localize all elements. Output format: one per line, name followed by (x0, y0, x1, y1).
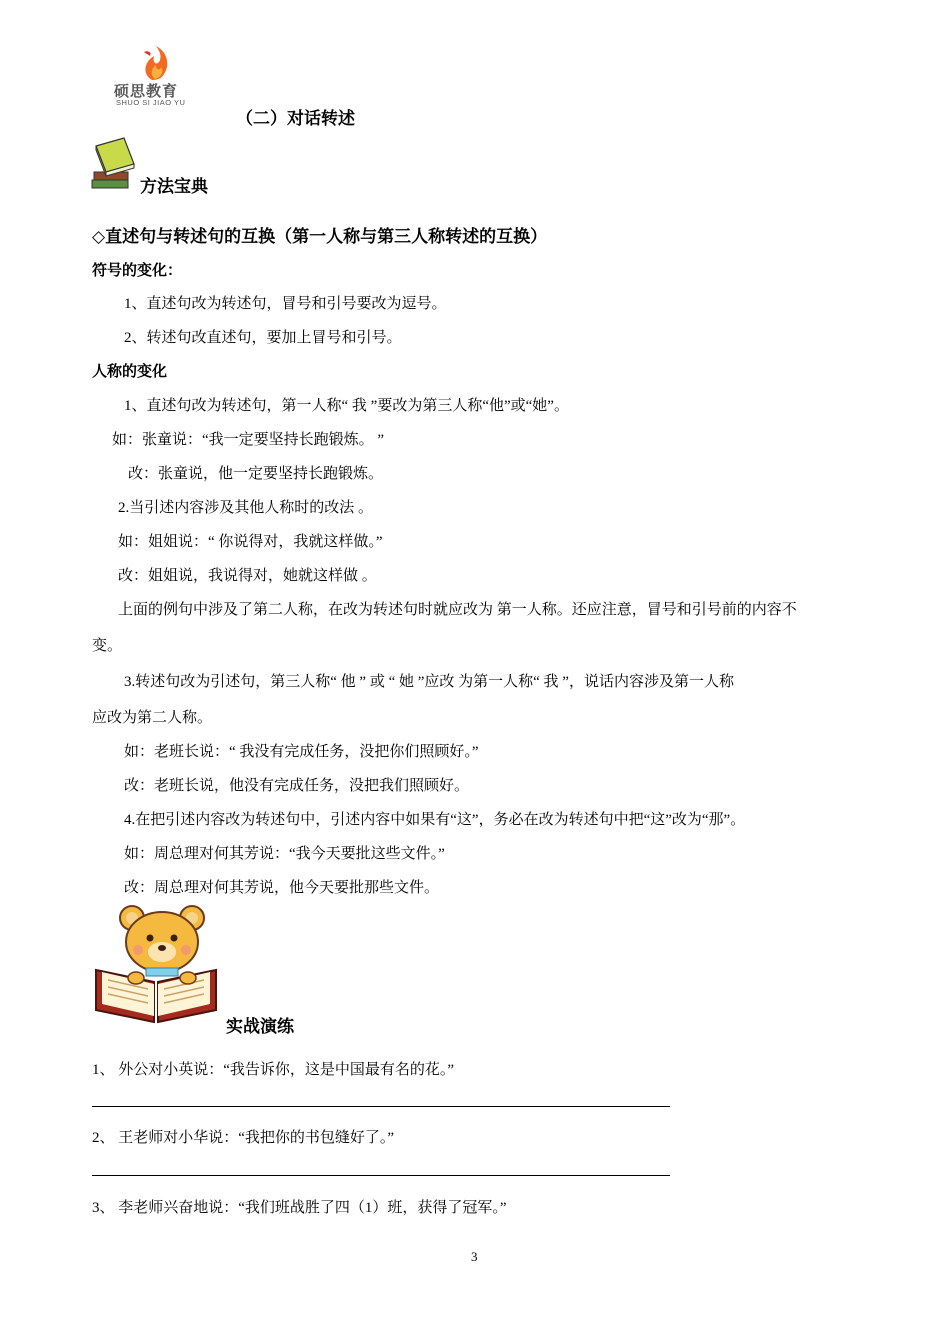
example-1-answer: 改：张童说，他一定要坚持长跑锻炼。 (128, 466, 384, 482)
symbol-change-title: 符号的变化： (92, 262, 183, 279)
bear-book-icon (88, 900, 224, 1030)
person-rule-3-line-2: 应改为第二人称。 (92, 710, 213, 726)
books-icon (88, 136, 140, 190)
logo-flame-icon (108, 44, 208, 82)
logo-pinyin: SHUO SI JIAO YU (116, 98, 186, 107)
person-rule-3-line-1: 3.转述句改为引述句，第三人称“ 他 ” 或 “ 她 ”应改 为第一人称“ 我 ”，说话内容涉及第一人称 (124, 674, 734, 690)
answer-line-1[interactable] (92, 1106, 670, 1107)
method-heading: 方法宝典 (140, 177, 208, 196)
answer-line-2[interactable] (92, 1175, 670, 1176)
note-line-2: 变。 (92, 638, 123, 654)
example-4-question: 如：周总理对何其芳说：“我今天要批这些文件。” (124, 846, 445, 862)
page-number: 3 (471, 1249, 478, 1264)
logo (108, 44, 208, 107)
example-2-answer: 改：姐姐说，我说得对，她就这样做 。 (118, 568, 377, 584)
practice-item-3: 3、 李老师兴奋地说：“我们班战胜了四（1）班，获得了冠军。” (92, 1200, 507, 1216)
person-change-title: 人称的变化 (92, 363, 168, 380)
symbol-rule-2: 2、转述句改直述句，要加上冒号和引号。 (124, 330, 402, 346)
person-rule-4: 4.在把引述内容改为转述句中，引述内容中如果有“这”，务必在改为转述句中把“这”改为“那”。 (124, 812, 746, 828)
practice-item-2: 2、 王老师对小华说：“我把你的书包缝好了。” (92, 1130, 395, 1146)
example-3-question: 如：老班长说：“ 我没有完成任务，没把你们照顾好。” (124, 744, 479, 760)
logo-name: 硕思教育 (114, 83, 179, 100)
practice-heading: 实战演练 (226, 1017, 294, 1036)
example-3-answer: 改：老班长说，他没有完成任务，没把我们照顾好。 (124, 778, 470, 794)
example-4-answer: 改：周总理对何其芳说，他今天要批那些文件。 (124, 880, 440, 896)
example-1-question: 如：张童说：“我一定要坚持长跑锻炼。 ” (112, 432, 385, 448)
section-title: （二）对话转述 (236, 109, 355, 128)
person-rule-1: 1、直述句改为转述句，第一人称“ 我 ”要改为第三人称“他”或“她”。 (124, 398, 569, 414)
symbol-rule-1: 1、直述句改为转述句，冒号和引号要改为逗号。 (124, 296, 447, 312)
topic-heading: ◇直述句与转述句的互换（第一人称与第三人称转述的互换） (92, 227, 548, 246)
example-2-question: 如：姐姐说：“ 你说得对，我就这样做。” (118, 534, 383, 550)
practice-item-1: 1、 外公对小英说：“我告诉你，这是中国最有名的花。” (92, 1062, 455, 1078)
person-rule-2: 2.当引述内容涉及其他人称时的改法 。 (118, 500, 374, 516)
note-line-1: 上面的例句中涉及了第二人称，在改为转述句时就应改为 第一人称。还应注意，冒号和引号前的内容不 (118, 602, 797, 618)
